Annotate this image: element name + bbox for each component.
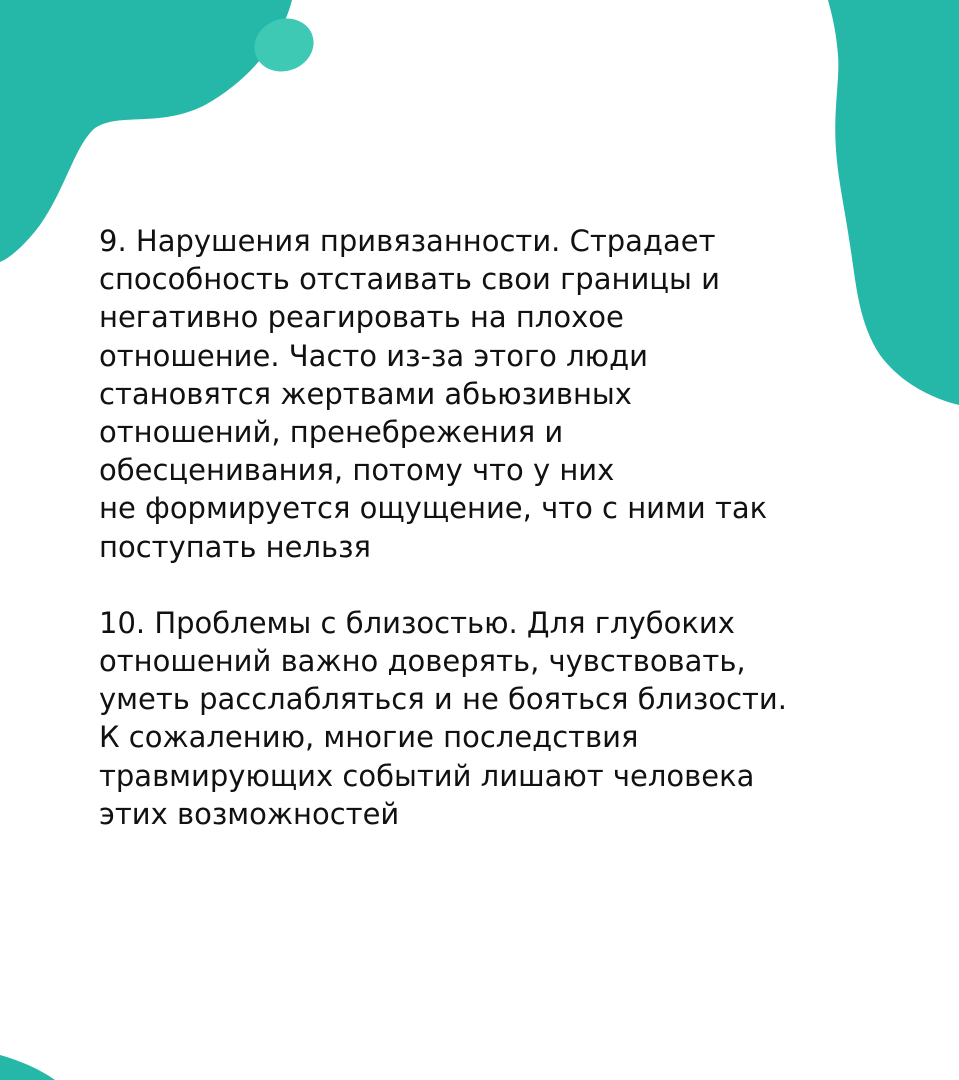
text-line: 9. Нарушения привязанности. Страдает: [99, 224, 716, 258]
paragraph-intimacy: [99, 604, 919, 833]
text-line: способность отстаивать свои границы и: [99, 262, 720, 297]
text-line: негативно реагировать на плохое: [99, 300, 624, 335]
text-line: отношений важно доверять, чувствовать,: [99, 644, 746, 679]
text-line: травмирующих событий лишают человека: [99, 758, 755, 793]
bottom-left-blob: [0, 1055, 55, 1080]
text-line: этих возможностей: [99, 796, 400, 831]
text-line: обесценивания, потому что у них: [99, 453, 615, 488]
text-line: отношений, пренебрежения и: [99, 415, 564, 450]
paragraph-gap: [99, 566, 919, 604]
text-line: не формируется ощущение, что с ними так: [99, 491, 768, 526]
text-line: 10. Проблемы с близостью. Для глубоких: [99, 605, 735, 640]
text-line: становятся жертвами абьюзивных: [99, 376, 632, 411]
paragraph-attachment: [99, 222, 919, 566]
text-line: поступать нельзя: [99, 529, 371, 564]
text-line: отношение. Часто из-за этого люди: [99, 338, 648, 373]
text-line: уметь расслабляться и не бояться близости.: [99, 682, 787, 717]
article-text: [99, 222, 919, 833]
text-line: К сожалению, многие последствия: [99, 720, 639, 755]
